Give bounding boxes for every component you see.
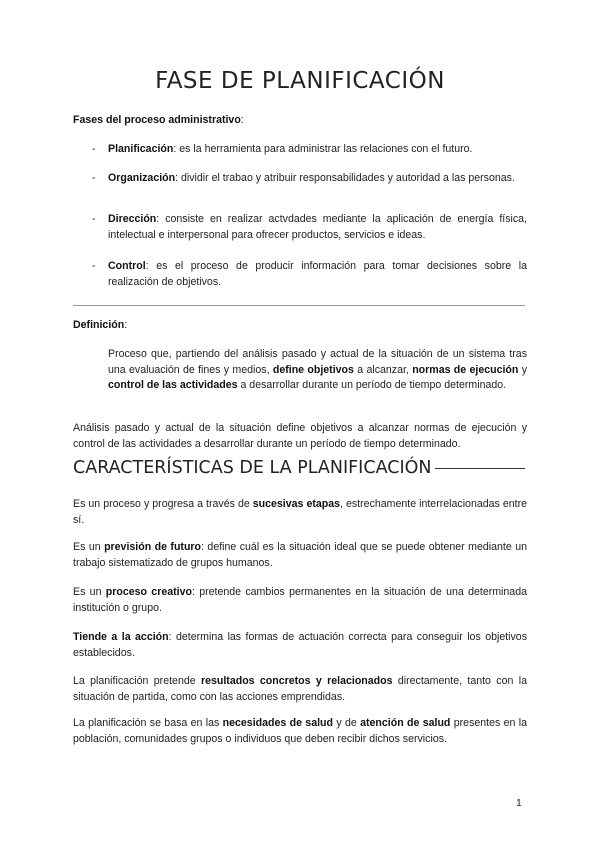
bullet-direccion — [92, 212, 527, 243]
bold-text: Planificación — [108, 143, 174, 155]
text-segment: : define cuál es la situación ideal que se puede obtener mediante un trabajo sistematizado de grupos humanos. — [73, 541, 527, 569]
analisis-text — [73, 421, 527, 452]
caracteristicas-heading-text: CARACTERÍSTICAS DE LA PLANIFICACIÓN — [73, 458, 432, 478]
text-segment: directamente, tanto con la situación de partida, como con las acciones emprendidas. — [73, 675, 527, 703]
bullet-dash: - — [92, 213, 96, 225]
page-title: FASE DE PLANIFICACIÓN — [155, 68, 445, 94]
text-segment: y de — [332, 717, 361, 729]
text-segment: Proceso que, partiendo del análisis pasado y actual de la situación de un sistema tras una evaluación de fines y medios, — [108, 348, 527, 376]
text-segment: a alcanzar, — [353, 363, 413, 376]
definicion-text — [108, 347, 527, 394]
bold-text: Organización — [108, 172, 176, 184]
caracteristica-1 — [73, 497, 527, 528]
text-segment: presentes en la población, comunidades grupos o individuos que deben recibir dichos servicios. — [73, 717, 527, 745]
bullet-control — [92, 259, 527, 290]
text-segment: : es el proceso de producir información para tomar decisiones sobre la realización de objetivos. — [108, 260, 527, 288]
definicion-heading — [73, 318, 527, 334]
caracteristica-6 — [73, 716, 527, 747]
text-segment: : pretende cambios permanentes en la situación de una determinada institución o grupo. — [73, 586, 527, 614]
section-divider — [73, 305, 525, 306]
bold-text: normas de ejecución — [412, 363, 519, 376]
text-segment: y — [518, 363, 528, 376]
bold-text: necesidades de salud — [222, 717, 333, 729]
bold-text: previsión de futuro — [104, 541, 202, 553]
bullet-dash: - — [92, 260, 96, 272]
text-segment: : dividir el trabao y atribuir responsabilidades y autoridad a las personas. — [175, 172, 515, 184]
caracteristica-2 — [73, 540, 527, 571]
bold-text: atención de salud — [360, 717, 451, 729]
bold-text: Definición — [73, 319, 125, 331]
bold-text: Fases del proceso administrativo — [73, 114, 241, 126]
heading-rule — [435, 468, 525, 469]
text-segment: , estrechamente interrelacionadas entre sí. — [73, 498, 527, 526]
text-segment: : consiste en realizar actvdades mediante la aplicación de energía física, intelectual e interpersonal para ofrecer productos, servicios e ideas. — [108, 213, 527, 241]
text-segment: La planificación pretende — [73, 675, 201, 687]
text-segment: Es un — [73, 586, 106, 598]
caracteristica-4 — [73, 630, 527, 661]
caracteristica-3 — [73, 585, 527, 616]
text-segment: La planificación se basa en las — [73, 717, 223, 729]
bold-text: define objetivos — [272, 363, 354, 376]
text-segment: Es un — [73, 541, 105, 553]
bold-text: Control — [108, 260, 146, 272]
caracteristica-5 — [73, 674, 527, 705]
page-number: 1 — [516, 797, 522, 809]
text-segment: Análisis pasado y actual de la situación define objetivos a alcanzar normas de ejecución y control de las actividades a desarrollar durante un período de tiempo determinado. — [73, 422, 527, 450]
bullet-dash: - — [92, 172, 96, 184]
fases-heading — [73, 113, 527, 129]
bullet-organizacion — [92, 171, 527, 187]
bullet-planificacion — [92, 142, 527, 158]
text-segment: : es la herramienta para administrar las relaciones con el futuro. — [173, 143, 473, 155]
text-segment: : — [240, 114, 244, 126]
caracteristicas-heading — [73, 458, 525, 478]
bold-text: proceso creativo — [105, 586, 192, 598]
bold-text: control de las actividades — [108, 379, 238, 391]
text-segment: Es un proceso y progresa a través de — [73, 498, 253, 510]
text-segment: : determina las formas de actuación correcta para conseguir los objetivos establecidos. — [73, 631, 527, 659]
text-segment: a desarrollar durante un período de tiempo determinado. — [237, 379, 507, 391]
bold-text: Dirección — [108, 213, 157, 225]
bullet-dash: - — [92, 143, 96, 155]
bold-text: Tiende a la acción — [73, 631, 169, 643]
bold-text: sucesivas etapas — [252, 498, 341, 510]
bold-text: resultados concretos y relacionados — [200, 675, 393, 687]
text-segment: : — [124, 319, 128, 331]
